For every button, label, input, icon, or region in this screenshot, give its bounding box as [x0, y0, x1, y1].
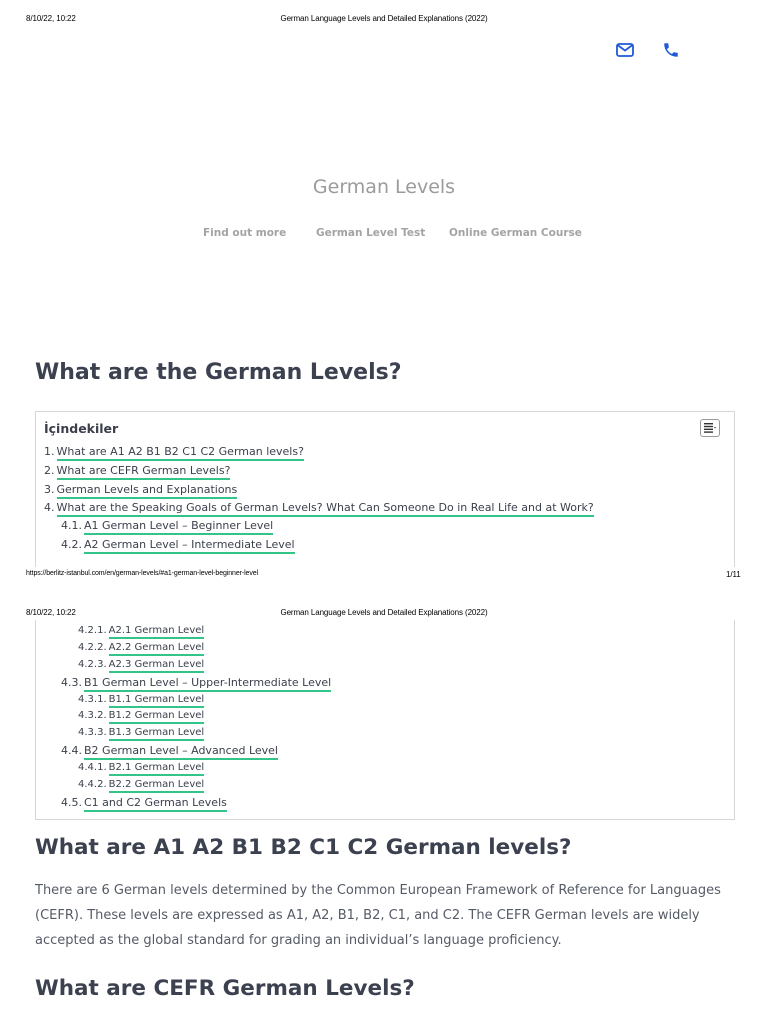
print-page-number: 1/11: [726, 570, 741, 579]
toc-item: 4.2.3. A2.3 German Level: [78, 659, 204, 670]
print-datetime: 8/10/22, 10:22: [26, 14, 76, 23]
toc-link[interactable]: C1 and C2 German Levels: [84, 796, 227, 812]
section-paragraph: There are 6 German levels determined by the Common European Framework of Reference for Languages (CEFR). These levels are expressed as A1, A2, B1, B2, C1, and C2. The CEFR German levels are widely accepted as the global standard for grading an individual’s language proficiency.: [35, 883, 721, 948]
toc-item: 4. What are the Speaking Goals of German Levels? What Can Someone Do in Real Life and at Work?: [44, 501, 594, 514]
print-url: https://berlitz-istanbul.com/en/german-levels/#a1-german-level-beginner-level: [26, 570, 258, 577]
toc-item: 1. What are A1 A2 B1 B2 C1 C2 German levels?: [44, 445, 304, 458]
toc-link[interactable]: A2.2 German Level: [109, 642, 205, 656]
toc-item: 4.2.1. A2.1 German Level: [78, 625, 204, 636]
nav-online-german-course[interactable]: Online German Course: [449, 227, 582, 239]
print-datetime: 8/10/22, 10:22: [26, 608, 76, 617]
toc-link[interactable]: What are CEFR German Levels?: [57, 464, 231, 480]
section-heading-cefr: What are CEFR German Levels?: [35, 976, 415, 1001]
toc-item: 4.3.1. B1.1 German Level: [78, 694, 204, 705]
toc-item: 4.4. B2 German Level – Advanced Level: [61, 744, 278, 757]
toc-link[interactable]: B2 German Level – Advanced Level: [84, 744, 278, 760]
toc-item: 4.2.2. A2.2 German Level: [78, 642, 204, 653]
toc-link[interactable]: B2.1 German Level: [109, 762, 205, 776]
toc-item: 4.3. B1 German Level – Upper-Intermediate Level: [61, 676, 331, 689]
mail-icon[interactable]: [614, 39, 636, 61]
toc-toggle-icon[interactable]: [700, 419, 720, 437]
toc-link[interactable]: B1 German Level – Upper-Intermediate Level: [84, 676, 331, 692]
toc-link[interactable]: A2 German Level – Intermediate Level: [84, 538, 295, 554]
toc-item: 4.4.1. B2.1 German Level: [78, 762, 204, 773]
phone-icon[interactable]: [660, 39, 682, 61]
toc-link[interactable]: B1.3 German Level: [109, 727, 205, 741]
toc-item: 4.2. A2 German Level – Intermediate Level: [61, 538, 295, 551]
section-heading-levels: What are A1 A2 B1 B2 C1 C2 German levels?: [35, 835, 572, 860]
nav-find-out-more[interactable]: Find out more: [203, 227, 287, 239]
toc-item: 4.4.2. B2.2 German Level: [78, 779, 204, 790]
toc-link[interactable]: B1.1 German Level: [109, 694, 205, 708]
toc-link[interactable]: A2.3 German Level: [109, 659, 205, 673]
toc-item: 2. What are CEFR German Levels?: [44, 464, 230, 477]
toc-link[interactable]: B2.2 German Level: [109, 779, 205, 793]
toc-link[interactable]: B1.2 German Level: [109, 710, 205, 724]
nav-german-level-test[interactable]: German Level Test: [316, 227, 426, 239]
toc-link[interactable]: What are A1 A2 B1 B2 C1 C2 German levels?: [57, 445, 304, 461]
toc-item: 3. German Levels and Explanations: [44, 483, 237, 496]
toc-link[interactable]: German Levels and Explanations: [57, 483, 238, 499]
toc-link[interactable]: A1 German Level – Beginner Level: [84, 519, 273, 535]
main-heading: What are the German Levels?: [35, 360, 402, 385]
toc-link[interactable]: What are the Speaking Goals of German Levels? What Can Someone Do in Real Life and at Work?: [57, 501, 594, 517]
print-title: German Language Levels and Detailed Explanations (2022): [280, 14, 488, 23]
toc-link[interactable]: A2.1 German Level: [109, 625, 205, 639]
print-title: German Language Levels and Detailed Explanations (2022): [280, 608, 488, 617]
toc-item: 4.3.2. B1.2 German Level: [78, 710, 204, 721]
toc-title: İçindekiler: [44, 421, 119, 436]
hero-title: German Levels: [312, 176, 456, 198]
toc-item: 4.3.3. B1.3 German Level: [78, 727, 204, 738]
toc-item: 4.1. A1 German Level – Beginner Level: [61, 519, 273, 532]
toc-item: 4.5. C1 and C2 German Levels: [61, 796, 227, 809]
